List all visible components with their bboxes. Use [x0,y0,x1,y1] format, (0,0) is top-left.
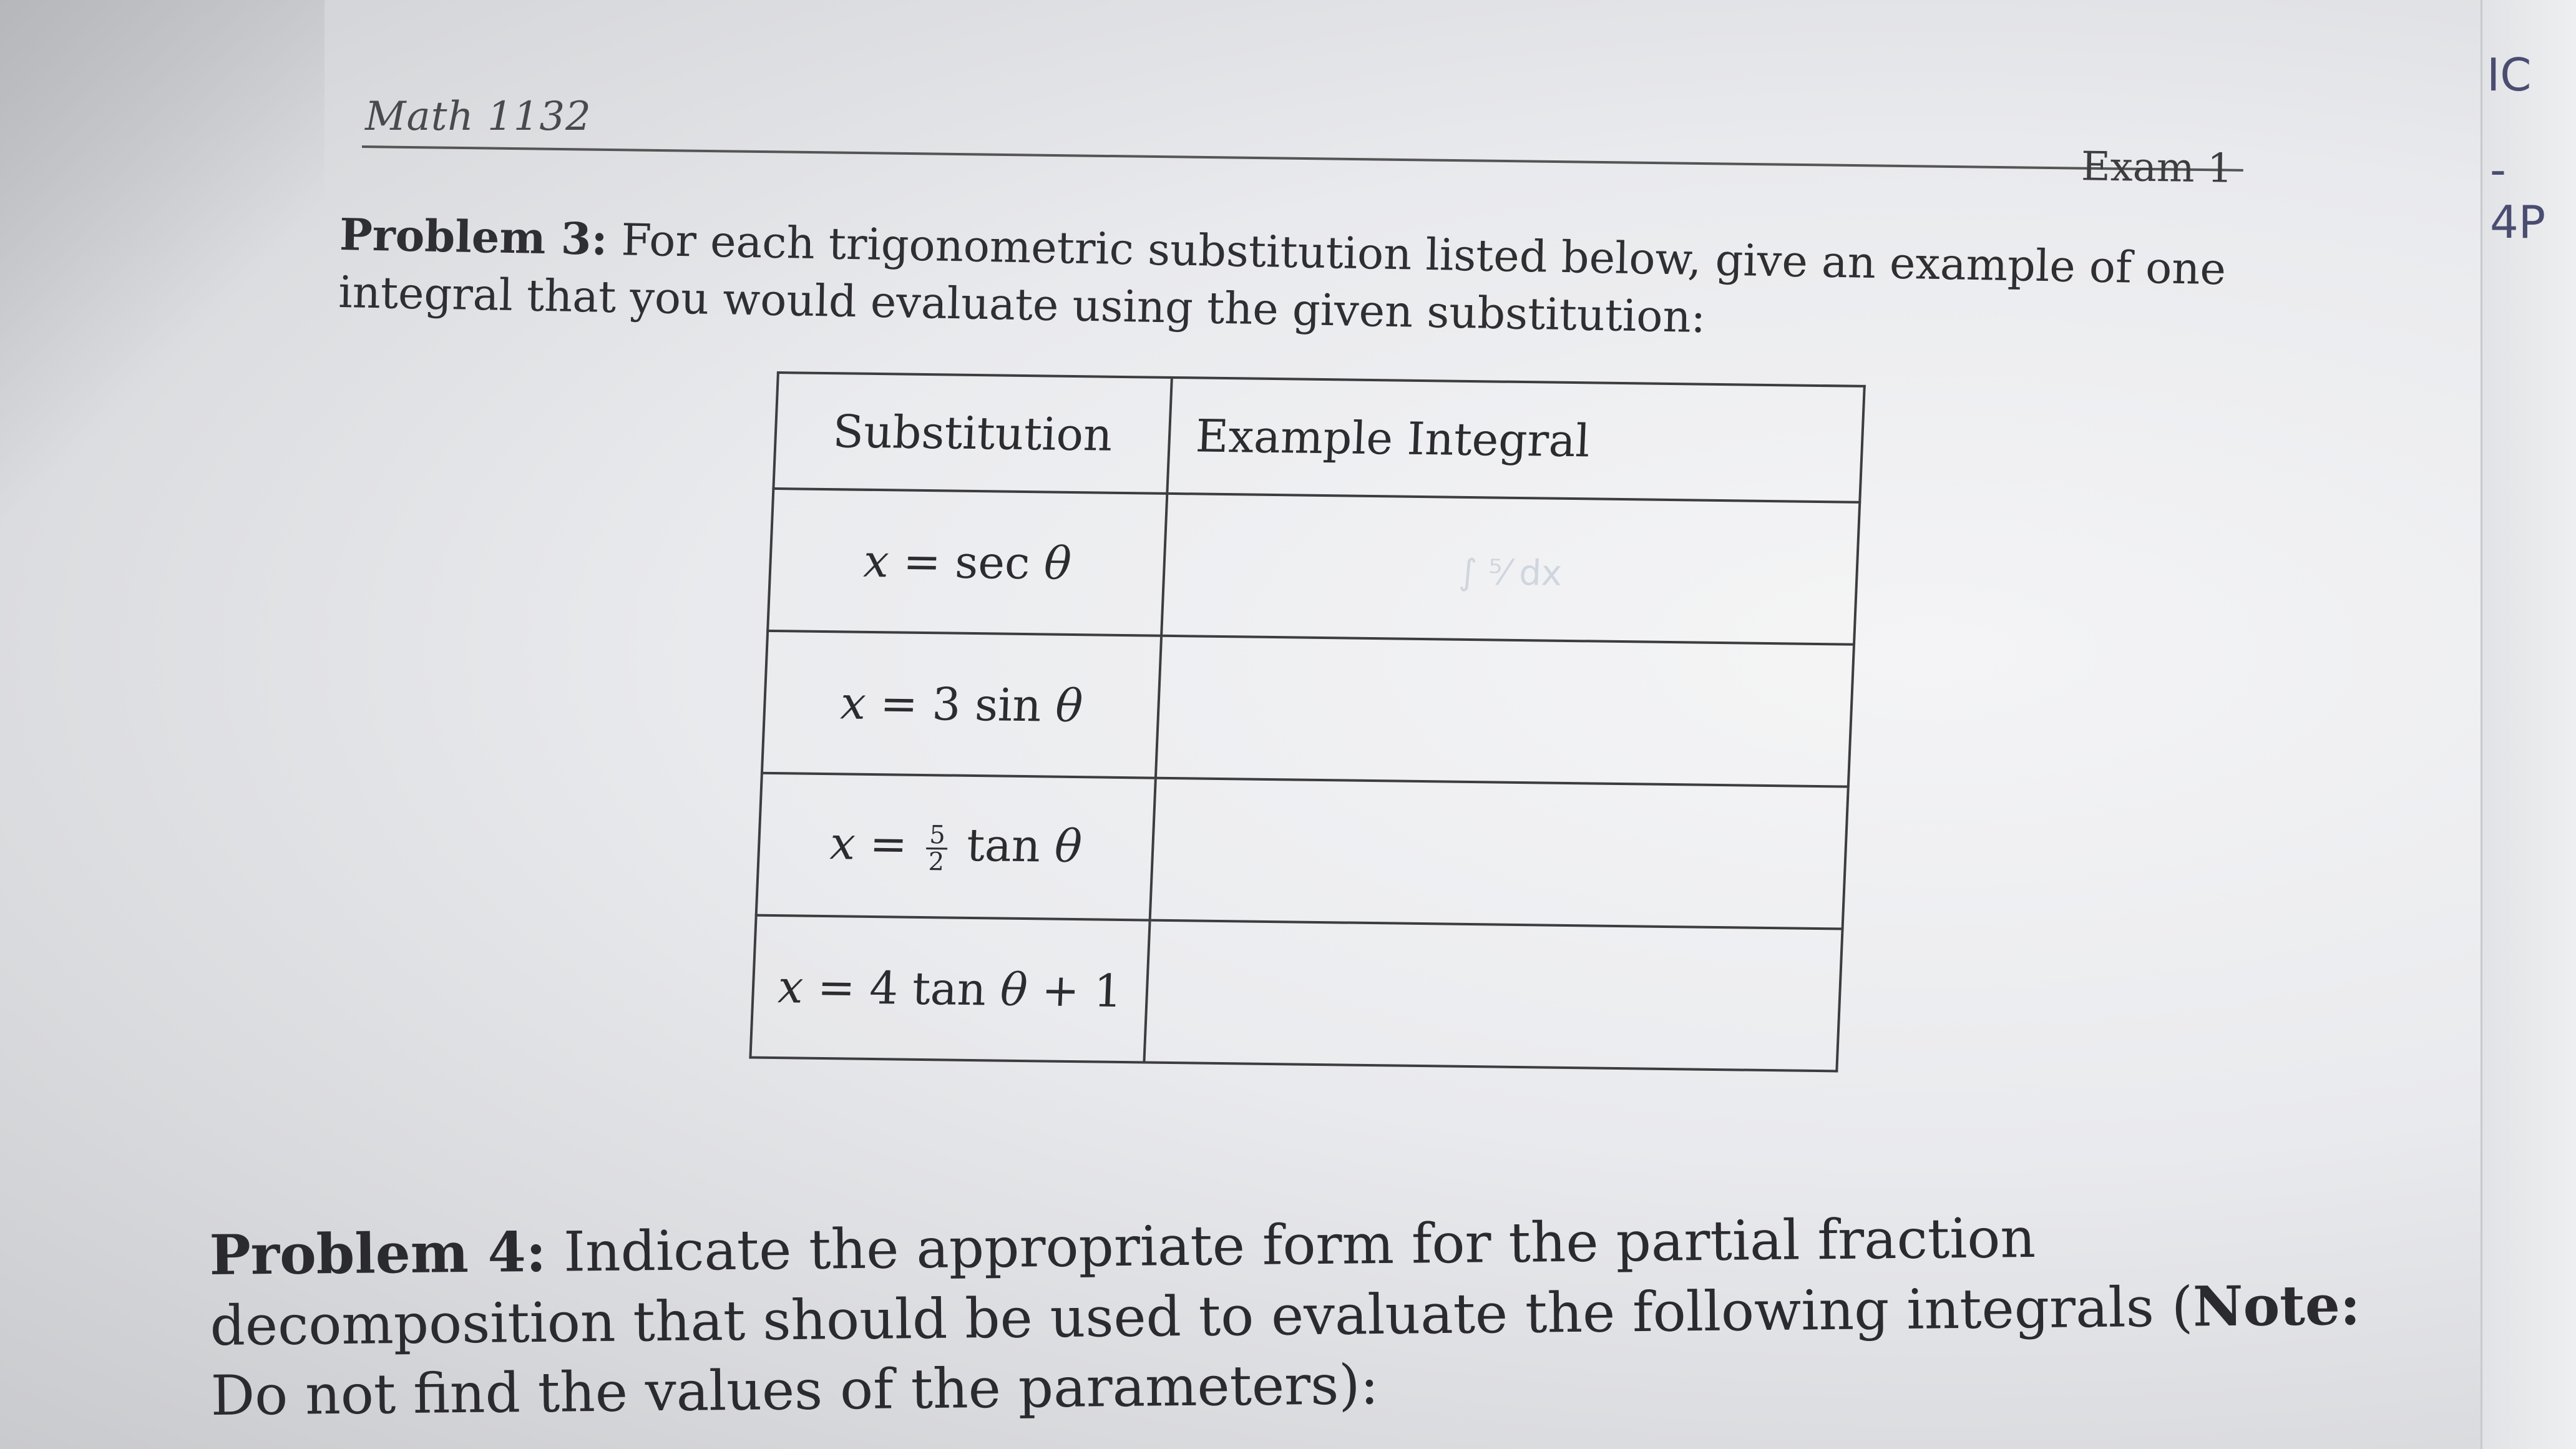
table-row [756,773,1848,929]
page-shadow [0,0,324,562]
example-cell [1144,920,1842,1071]
header-example-integral: Example Integral [1167,378,1864,502]
problem-4-text-end: Do not find the values of the parameters): [210,1352,1379,1428]
header-substitution: Substitution [773,373,1171,494]
substitution-cell-sec: x = sec θ [768,489,1167,636]
problem-3-label: Problem 3: [339,208,608,265]
table-row [768,489,1860,645]
example-cell [1161,494,1860,645]
problem-4-label: Problem 4: [209,1219,547,1287]
substitution-cell-tan-shift: x = 4 tan θ + 1 [750,915,1149,1063]
example-cell [1156,636,1854,787]
problem-3-text: For each trigonometric substitution listed below, give an example of one integral that you would evaluate using the given substitution: [338,214,2227,343]
margin-handwriting-score: - 4P [2490,144,2546,248]
note-label: Note: [2192,1272,2361,1339]
problem-4-text-start: Indicate the appropriate form for the partial fraction decomposition that should be used to evaluate the following integrals ( [210,1205,2193,1358]
substitution-cell-sin: x = 3 sin θ [762,631,1161,778]
fraction-five-halves: $\frac{5}{2}$ [925,822,949,874]
exam-title: Exam 1 [2081,144,2233,192]
course-title: Math 1132 [365,94,592,140]
table-row [762,631,1854,787]
margin-handwriting-top: IC [2487,49,2532,101]
table-row [750,915,1842,1071]
example-cell [1150,778,1848,929]
faint-pencil-mark: ∫ ⁵⁄ dx [1458,552,1563,594]
substitution-cell-tan-fraction: x = $\frac{5}{2}$ tan θ [756,773,1156,920]
problem-4 [209,1199,2395,1431]
table-header-row [773,373,1864,502]
substitution-table [749,371,1865,1072]
